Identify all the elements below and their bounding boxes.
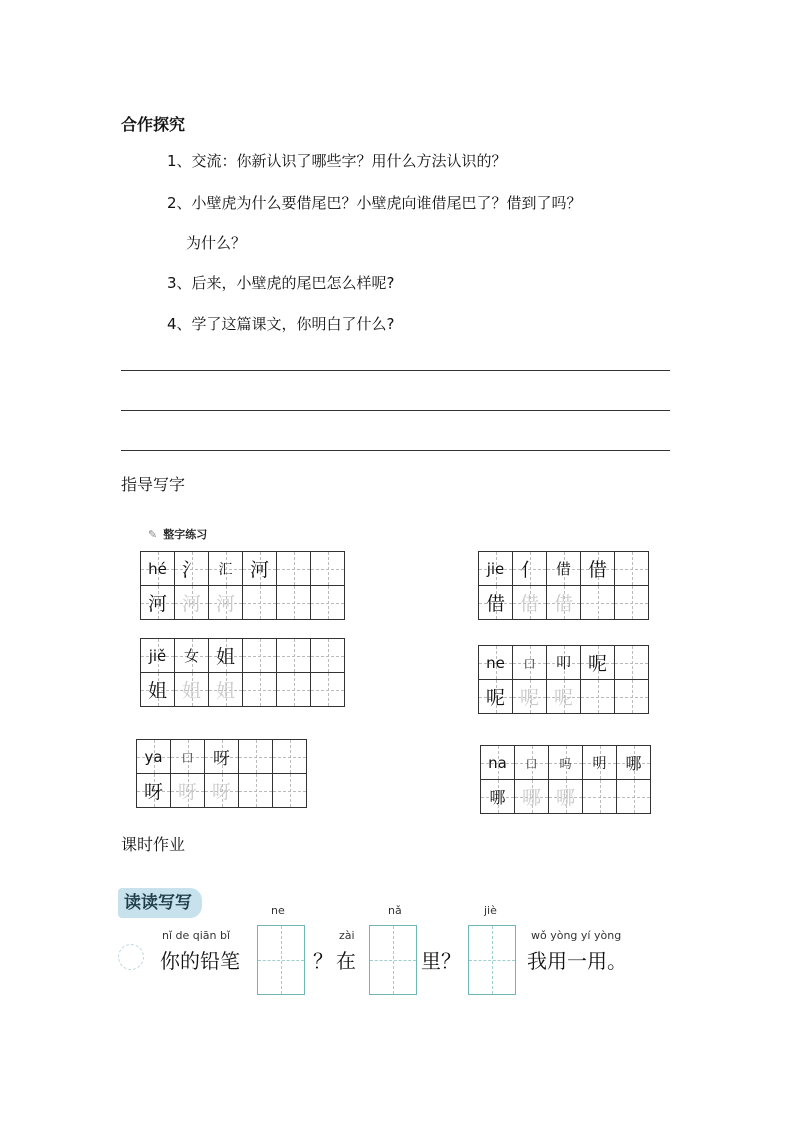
cell-empty[interactable] <box>615 680 649 714</box>
cell-pinyin: hé <box>141 552 175 586</box>
cell-char: 哪 <box>617 746 651 780</box>
cell-char: 姐 <box>141 673 175 707</box>
read-write-badge: 读读写写 <box>118 888 202 918</box>
pinyin-ni-de-qian-bi: nǐ de qiān bǐ <box>162 929 231 942</box>
cell-empty[interactable] <box>583 780 617 814</box>
cell-empty[interactable] <box>311 552 345 586</box>
circle-marker <box>118 944 144 970</box>
cell-empty[interactable] <box>581 586 615 620</box>
cell-trace[interactable]: 河 <box>175 586 209 620</box>
cell-stroke: 明 <box>583 746 617 780</box>
cell-empty[interactable] <box>277 673 311 707</box>
cell-char: 河 <box>141 586 175 620</box>
write-box-jie[interactable] <box>468 925 516 995</box>
cell-empty[interactable] <box>615 646 649 680</box>
cell-trace[interactable]: 借 <box>547 586 581 620</box>
cell-char: 呀 <box>205 740 239 774</box>
question-1: 1、交流：你新认识了哪些字？用什么方法认识的？ <box>167 152 507 170</box>
cell-empty[interactable] <box>311 673 345 707</box>
cell-pinyin: jiě <box>141 639 175 673</box>
cell-char: 呢 <box>581 646 615 680</box>
cell-char: 借 <box>479 586 513 620</box>
box3-pinyin: jiè <box>484 904 497 917</box>
cell-empty[interactable] <box>239 740 273 774</box>
cell-trace[interactable]: 哪 <box>549 780 583 814</box>
section-title-homework: 课时作业 <box>121 835 186 854</box>
pinyin-wo-yong-yi-yong: wǒ yòng yí yòng <box>531 929 622 942</box>
answer-line-1[interactable] <box>121 370 670 371</box>
cell-empty[interactable] <box>615 586 649 620</box>
cell-pinyin: jie <box>479 552 513 586</box>
cell-empty[interactable] <box>277 586 311 620</box>
question-3: 3、后来，小壁虎的尾巴怎么样呢? <box>167 274 395 292</box>
cell-stroke: 汇 <box>209 552 243 586</box>
cell-char: 借 <box>581 552 615 586</box>
text-li: 里？ <box>421 949 461 973</box>
cell-empty[interactable] <box>311 639 345 673</box>
pinyin-zai: zài <box>339 929 355 942</box>
grid-jie-borrow <box>478 551 649 620</box>
cell-pinyin: na <box>481 746 515 780</box>
write-box-na[interactable] <box>369 925 417 995</box>
question-2: 2、小壁虎为什么要借尾巴？小壁虎向谁借尾巴了？借到了吗？ <box>167 194 582 212</box>
cell-char: 河 <box>243 552 277 586</box>
cell-stroke: 口 <box>515 746 549 780</box>
cell-trace[interactable]: 呢 <box>547 680 581 714</box>
cell-empty[interactable] <box>243 639 277 673</box>
cell-stroke: 氵 <box>175 552 209 586</box>
grid-ne <box>478 645 649 714</box>
cell-stroke: 叩 <box>547 646 581 680</box>
pencil-icon: ✎ <box>148 528 158 541</box>
grid-na <box>480 745 651 814</box>
text-question-mark: ？ <box>313 949 333 973</box>
grid-jie-sister <box>140 638 345 707</box>
subtitle-text: 整字练习 <box>163 528 208 541</box>
cell-char: 呢 <box>479 680 513 714</box>
cell-stroke: 借 <box>547 552 581 586</box>
subtitle-practice <box>148 526 207 542</box>
cell-stroke: 口 <box>171 740 205 774</box>
cell-char: 呀 <box>137 774 171 808</box>
section-title-cooperation: 合作探究 <box>121 115 186 134</box>
cell-char: 哪 <box>481 780 515 814</box>
cell-stroke: 口 <box>513 646 547 680</box>
cell-trace[interactable]: 呢 <box>513 680 547 714</box>
text-wo-yong-yi-yong: 我用一用。 <box>527 949 627 973</box>
cell-trace[interactable]: 呀 <box>171 774 205 808</box>
question-4: 4、学了这篇课文，你明白了什么? <box>167 315 395 333</box>
text-zai: 在 <box>336 949 356 973</box>
cell-trace[interactable]: 哪 <box>515 780 549 814</box>
cell-empty[interactable] <box>243 586 277 620</box>
cell-empty[interactable] <box>615 552 649 586</box>
cell-empty[interactable] <box>243 673 277 707</box>
cell-empty[interactable] <box>273 740 307 774</box>
cell-empty[interactable] <box>277 552 311 586</box>
cell-trace[interactable]: 借 <box>513 586 547 620</box>
box1-pinyin: ne <box>271 904 285 917</box>
cell-trace[interactable]: 姐 <box>209 673 243 707</box>
cell-stroke: 女 <box>175 639 209 673</box>
cell-trace[interactable]: 姐 <box>175 673 209 707</box>
cell-pinyin: ne <box>479 646 513 680</box>
cell-trace[interactable]: 呀 <box>205 774 239 808</box>
cell-trace[interactable]: 河 <box>209 586 243 620</box>
grid-ya <box>136 739 307 808</box>
cell-empty[interactable] <box>239 774 273 808</box>
cell-empty[interactable] <box>277 639 311 673</box>
cell-empty[interactable] <box>311 586 345 620</box>
cell-empty[interactable] <box>617 780 651 814</box>
cell-stroke: 吗 <box>549 746 583 780</box>
cell-empty[interactable] <box>273 774 307 808</box>
cell-stroke: 亻 <box>513 552 547 586</box>
write-box-ne[interactable] <box>257 925 305 995</box>
answer-line-3[interactable] <box>121 450 670 451</box>
cell-pinyin: ya <box>137 740 171 774</box>
box2-pinyin: nǎ <box>388 904 402 917</box>
question-2-continued: 为什么？ <box>186 234 247 252</box>
cell-char: 姐 <box>209 639 243 673</box>
cell-empty[interactable] <box>581 680 615 714</box>
section-title-writing: 指导写字 <box>121 475 186 494</box>
answer-line-2[interactable] <box>121 410 670 411</box>
text-ni-de-qian-bi: 你的铅笔 <box>160 949 240 973</box>
grid-he <box>140 551 345 620</box>
